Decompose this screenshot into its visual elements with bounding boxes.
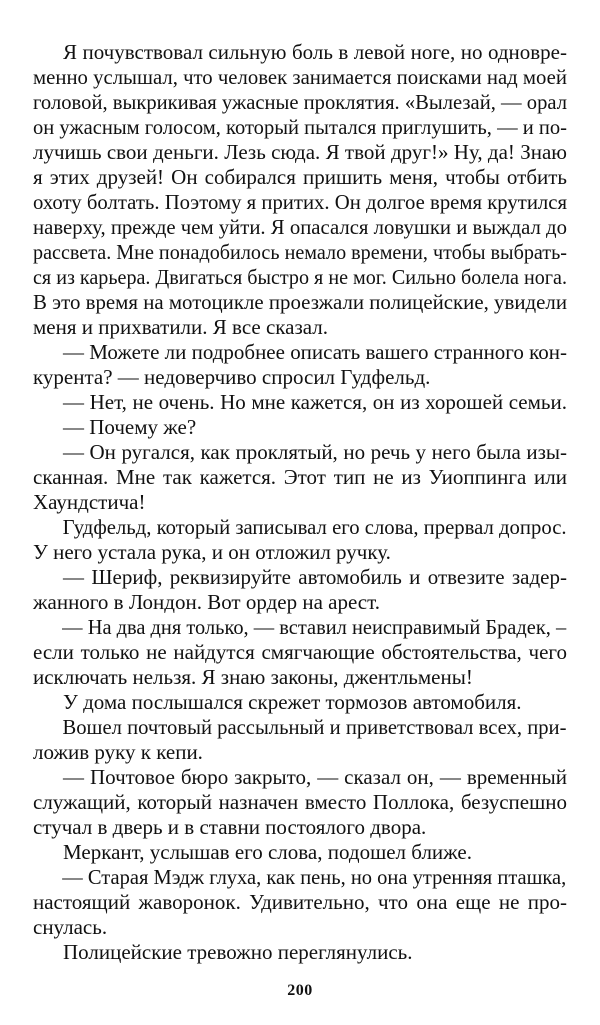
text-line: исключать нельзя. Я знаю законы, джентльмены! [33,665,473,689]
text-line: снулась. [33,915,108,939]
text-line: меня и прихватили. Я все сказал. [33,315,329,339]
text-line: головой, выкрикивая ужасные проклятия. «Вылезай, — орал [33,90,567,114]
text-line: Вошел почтовый рассыльный и приветствовал всех, при- [62,715,567,739]
text-line: сканная. Мне так кажется. Этот тип не из Уиоппинга или [33,465,567,489]
text-line: жанного в Лондон. Вот ордер на арест. [33,590,380,614]
text-line: я этих друзей! Он собирался пришить меня, чтобы отбить [33,165,567,189]
text-line: настоящий жаворонок. Удивительно, что она еще не про- [33,890,567,914]
text-line: Гудфельд, который записывал его слова, прервал допрос. [62,515,567,539]
text-line: — Он ругался, как проклятый, но речь у него была изы- [63,440,567,464]
text-line: он ужасным голосом, который пытался приглушить, — и по- [33,115,567,139]
text-line: курента? — недоверчиво спросил Гудфельд. [33,365,431,389]
text-line: если только не найдутся смягчающие обстоятельства, чего [33,640,567,664]
page-body [33,40,567,965]
text-line: Полицейские тревожно переглянулись. [63,940,413,964]
text-line: В это время на мотоцикле проезжали полицейские, увидели [33,290,567,314]
text-line: наверху, прежде чем уйти. Я опасался ловушки и выждал до [33,215,567,239]
page-number: 200 [287,982,313,999]
text-line: лучишь свои деньги. Лезь сюда. Я твой друг!» Ну, да! Знаю [33,140,567,164]
text-line: ложив руку к кепи. [33,740,203,764]
text-line: Я почувствовал сильную боль в левой ноге, но одновре- [63,40,567,64]
text-line: — Шериф, реквизируйте автомобиль и отвезите задер- [63,565,567,589]
text-line: Хаундстича! [33,490,146,514]
text-line: — Старая Мэдж глуха, как пень, но она утренняя пташка, [62,865,567,889]
text-line: — Можете ли подробнее описать вашего странного кон- [62,340,567,364]
text-line: Меркант, услышав его слова, подошел ближе. [63,840,472,864]
text-line: менно услышал, что человек занимается поисками над моей [33,65,567,89]
text-line: рассвета. Мне понадобилось немало времени, чтобы выбрать- [33,240,567,264]
text-line: — На два дня только, — вставил неисправимый Брадек, – [62,615,567,639]
text-line: — Почтовое бюро закрыто, — сказал он, — временный [63,765,567,789]
text-line: У дома послышался скрежет тормозов автомобиля. [63,690,522,714]
text-line: — Нет, не очень. Но мне кажется, он из хорошей семьи. [63,390,567,414]
text-line: — Почему же? [63,415,197,439]
text-line: охоту болтать. Поэтому я притих. Он долгое время крутился [33,190,567,214]
text-line: стучал в дверь и в ставни постоялого двора. [33,815,427,839]
text-line: служащий, который назначен вместо Поллока, безуспешно [33,790,567,814]
text-line: У него устала рука, и он отложил ручку. [33,540,391,564]
text-line: ся из карьера. Двигаться быстро я не мог. Сильно болела нога. [33,265,567,289]
